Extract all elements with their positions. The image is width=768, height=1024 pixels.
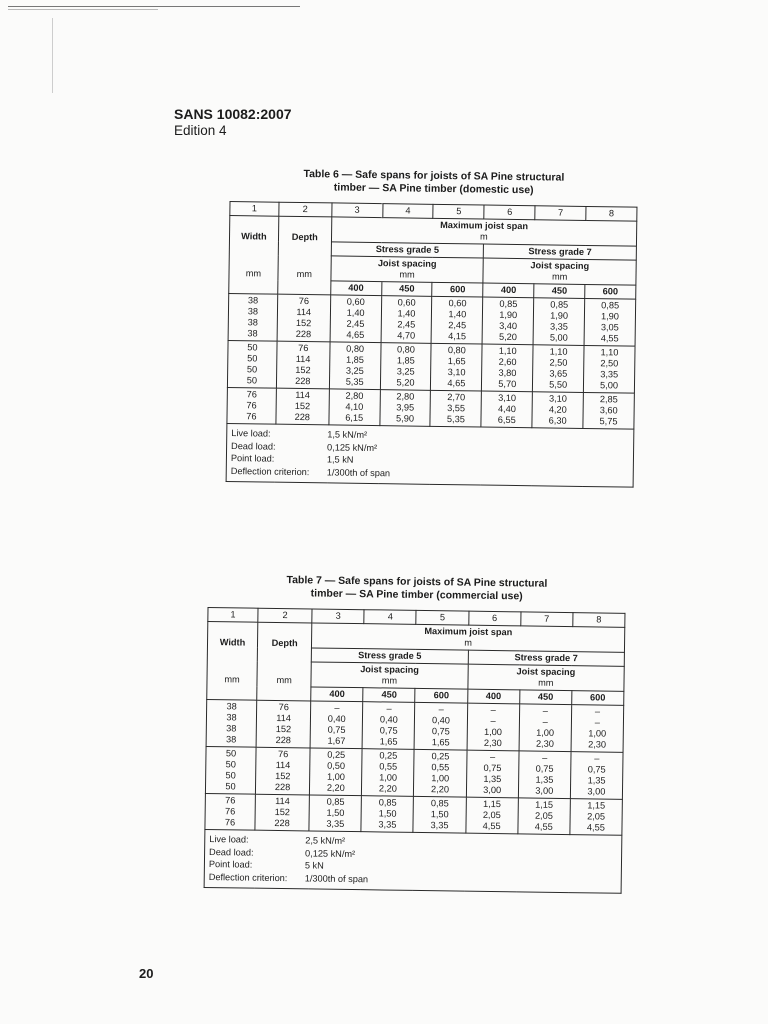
table-row: 50 50 50 50 76 114 152 228 0,25 0,50 1,00 2,20 0,25 0,55 1,00 2,20 0,25 0,55 1,00 2,20 – 0,75 1,35 3,00 – 0,75 1,35 3,00 – 0,75 1,35 3,00 — [205, 746, 623, 799]
depth-header: Depth mm — [278, 216, 332, 295]
joist-spacing-a: Joist spacing mm — [331, 256, 484, 283]
scan-edge-line — [8, 9, 158, 10]
width-header: Width mm — [207, 622, 258, 701]
table-caption: Table 7 — Safe spans for joists of SA Pine structural timber — SA Pine timber (commercial use) — [286, 574, 548, 603]
table-7 — [204, 573, 626, 894]
document-edition: Edition 4 — [174, 123, 227, 138]
column-number-row: 1 2 3 4 5 6 7 8 — [230, 202, 637, 222]
joist-spacing-b: Joist spacing mm — [468, 664, 625, 691]
stress-grade-a: Stress grade 5 — [331, 242, 484, 258]
column-number-row: 1 2 3 4 5 6 7 8 — [208, 608, 625, 628]
table-row: 50 50 50 50 76 114 152 228 0,80 1,85 3,25 5,35 0,80 1,85 3,25 5,20 0,80 1,65 3,10 4,65 1,10 2,60 3,80 5,70 1,10 2,50 3,65 5,50 1,10 2,50 3,35 5,00 — [227, 340, 635, 393]
joist-spacing-a: Joist spacing mm — [311, 662, 468, 689]
span-table — [226, 201, 638, 488]
spacing-value-row: 400 450 600 400 450 600 — [229, 279, 636, 299]
table-row: 76 76 76 114 152 228 0,85 1,50 3,35 0,85 1,50 3,35 0,85 1,50 3,35 1,15 2,05 4,55 1,15 2,05 4,55 1,15 2,05 4,55 — [205, 793, 622, 835]
spacing-value-row: 400 450 600 400 450 600 — [207, 685, 624, 705]
max-span-header: Maximum joist span m — [331, 217, 637, 246]
table-row: 38 38 38 38 76 114 152 228 – 0,40 0,75 1,67 – 0,40 0,75 1,65 – 0,40 0,75 1,65 – – 1,00 2,30 – – 1,00 2,30 – – 1,00 2,30 — [206, 699, 624, 752]
width-header: Width mm — [229, 216, 279, 295]
scan-edge-line — [8, 6, 300, 7]
page-number: 20 — [139, 966, 154, 981]
joist-spacing-b: Joist spacing mm — [483, 258, 636, 285]
depth-header: Depth mm — [257, 622, 312, 701]
stress-grade-b: Stress grade 7 — [484, 244, 637, 260]
document-standard-id: SANS 10082:2007 — [174, 106, 292, 122]
span-table — [204, 607, 626, 894]
table-footnotes: Live load: 1,5 kN/m² Dead load: 0,125 kN/m² Point load: 1,5 kN Deflection criterion: 1/300th of span — [226, 423, 634, 487]
table-row: 76 76 76 114 152 228 2,80 4,10 6,15 2,80 3,95 5,90 2,70 3,55 5,35 3,10 4,40 6,55 3,10 4,20 6,30 2,85 3,60 5,75 — [227, 387, 634, 429]
table-footnotes: Live load: 2,5 kN/m² Dead load: 0,125 kN/m² Point load: 5 kN Deflection criterion: 1/300th of span — [204, 829, 622, 893]
max-span-header: Maximum joist span m — [312, 623, 625, 652]
stress-grade-b: Stress grade 7 — [468, 650, 625, 666]
stress-grade-a: Stress grade 5 — [312, 648, 469, 664]
table-6 — [226, 167, 638, 488]
table-row: 38 38 38 38 76 114 152 228 0,60 1,40 2,45 4,65 0,60 1,40 2,45 4,70 0,60 1,40 2,45 4,15 0,85 1,90 3,40 5,20 0,85 1,90 3,35 5,00 0,85 1,90 3,05 4,55 — [228, 293, 636, 346]
table-caption: Table 6 — Safe spans for joists of SA Pine structural timber — SA Pine timber (domestic use) — [303, 168, 565, 197]
scan-margin-line — [52, 18, 53, 93]
